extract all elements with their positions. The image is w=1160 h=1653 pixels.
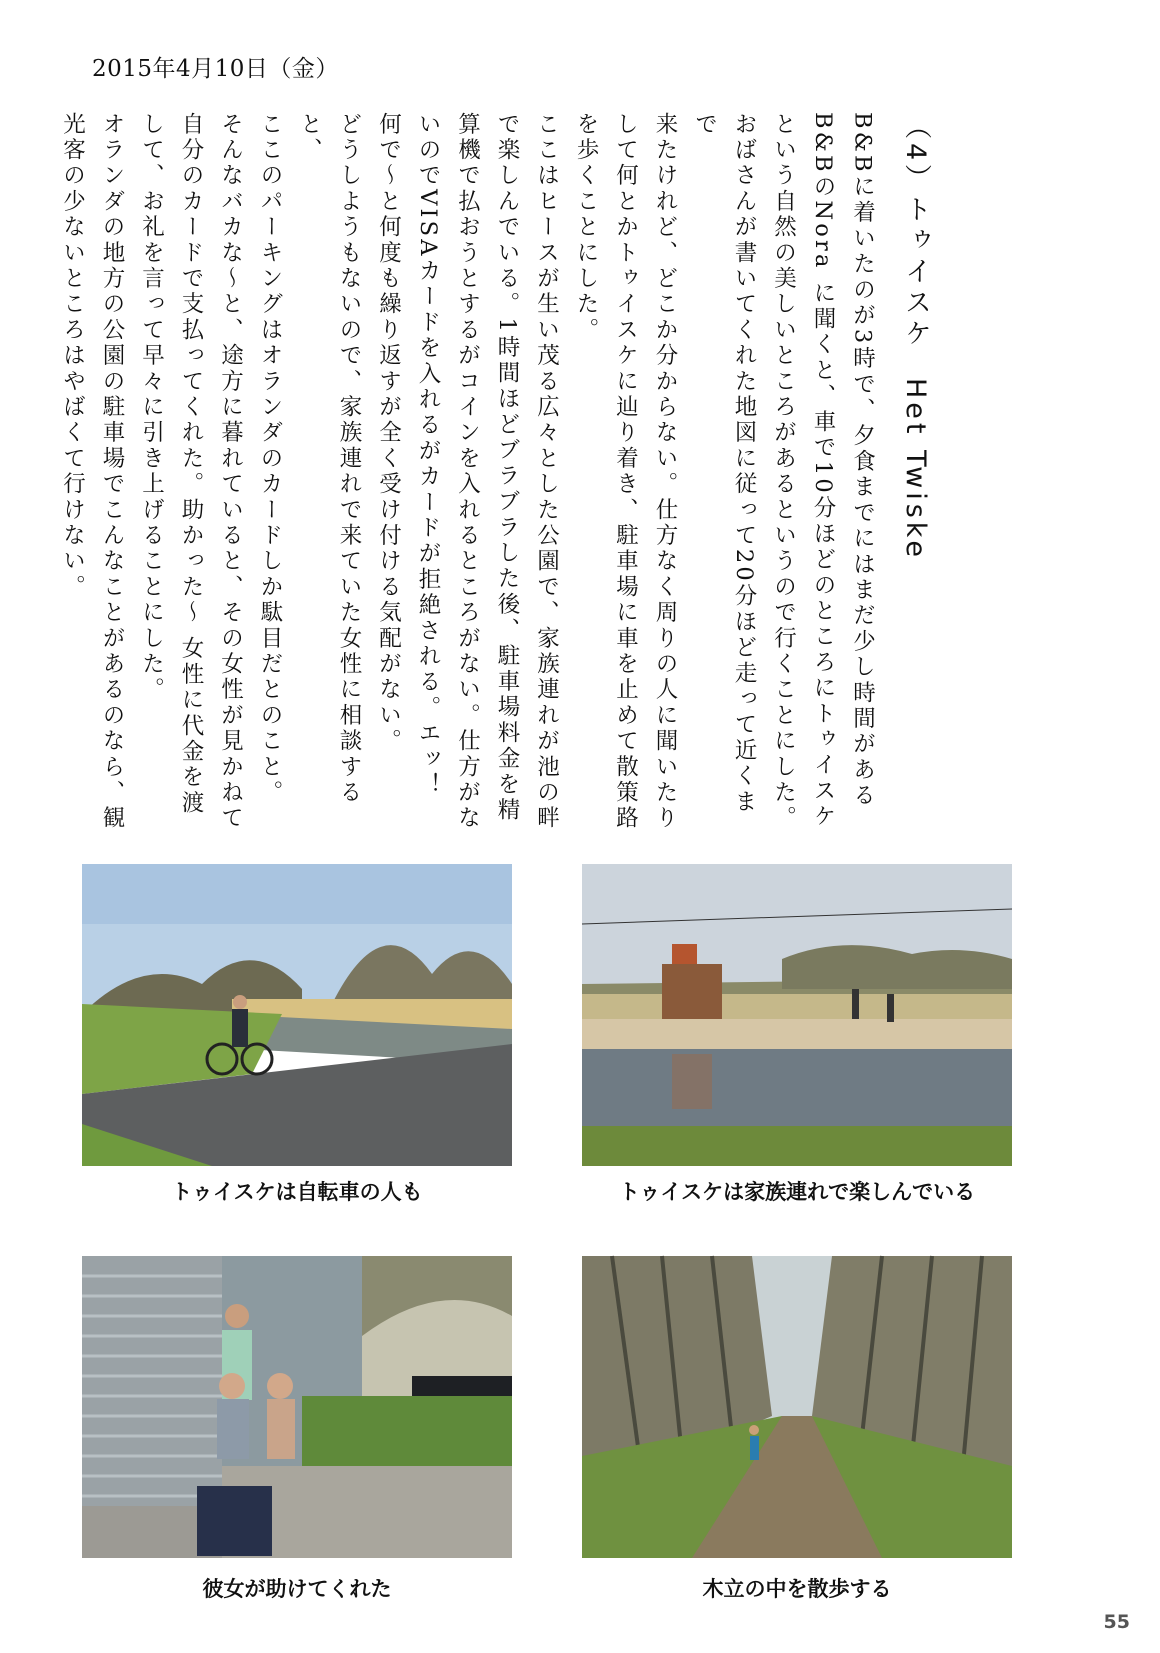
text-line-10: いのでVISAカードを入れるがカードが拒絶される。エッ！ <box>415 112 441 799</box>
text-line-14: そんなバカな～と、途方に暮れていると、その女性が見かねて <box>217 112 244 832</box>
photo-playground <box>582 864 1012 1166</box>
text-line-9: 算機で払おうとするがコインを入れるところがない。仕方がな <box>454 112 481 832</box>
text-line-17: オランダの地方の公園の駐車場でこんなことがあるのなら、観 <box>99 112 125 832</box>
article-heading <box>896 112 936 832</box>
photo-cyclist <box>82 864 512 1166</box>
text-line-8: で楽しんでいる。1時間ほどブラブラした後、駐車場料金を精 <box>494 112 520 824</box>
text-line-13: ここのパーキングはオランダのカードしか駄目だとのこと。 <box>257 112 283 806</box>
heading-english: Het Twiske <box>900 378 931 562</box>
text-line-4: 来たけれど、どこか分からない。仕方なく周りの人に聞いたり <box>652 112 678 832</box>
photo-forest-path <box>582 1256 1012 1558</box>
text-line-12: どうしようもないので、家族連れで来ていた女性に相談すると、 <box>296 112 362 806</box>
text-line-7: ここはヒースが生い茂る広々とした公園で、家族連れが池の畔 <box>533 112 560 832</box>
photo-caption-3: 彼女が助けてくれた <box>202 1577 392 1601</box>
text-line-1: B&BのNora に聞くと、車で10分ほどのところにトゥイスケ <box>810 112 836 830</box>
text-line-5: して何とかトゥイスケに辿り着き、駐車場に車を止めて散策路 <box>612 112 639 832</box>
text-line-3: おばさんが書いてくれた地図に従って20分ほど走って近くまで <box>691 112 757 816</box>
text-line-6: を歩くことにした。 <box>573 112 599 344</box>
page-number: 55 <box>1103 1611 1130 1633</box>
photo-helper <box>82 1256 512 1558</box>
photo-caption-4: 木立の中を散歩する <box>702 1577 892 1601</box>
text-line-16: して、お礼を言って早々に引き上げることにした。 <box>138 112 165 704</box>
text-line-18: 光客の少ないところはやばくて行けない。 <box>59 112 86 601</box>
text-line-15: 自分のカードで支払ってくれた。助かった～ 女性に代金を渡 <box>178 112 204 817</box>
page-date: 2015年4月10日（金） <box>92 56 339 82</box>
text-line-2: という自然の美しいところがあるというので行くことにした。 <box>770 112 797 832</box>
article-body <box>59 112 935 832</box>
text-line-11: 何で～と何度も繰り返すが全く受け付ける気配がない。 <box>375 112 402 755</box>
heading-number: （4）トゥイスケ <box>900 112 931 351</box>
photo-caption-1: トゥイスケは自転車の人も <box>171 1180 423 1204</box>
text-line-0: B&Bに着いたのが3時で、夕食までにはまだ少し時間がある <box>849 112 876 810</box>
photo-caption-2: トゥイスケは家族連れで楽しんでいる <box>618 1180 976 1204</box>
